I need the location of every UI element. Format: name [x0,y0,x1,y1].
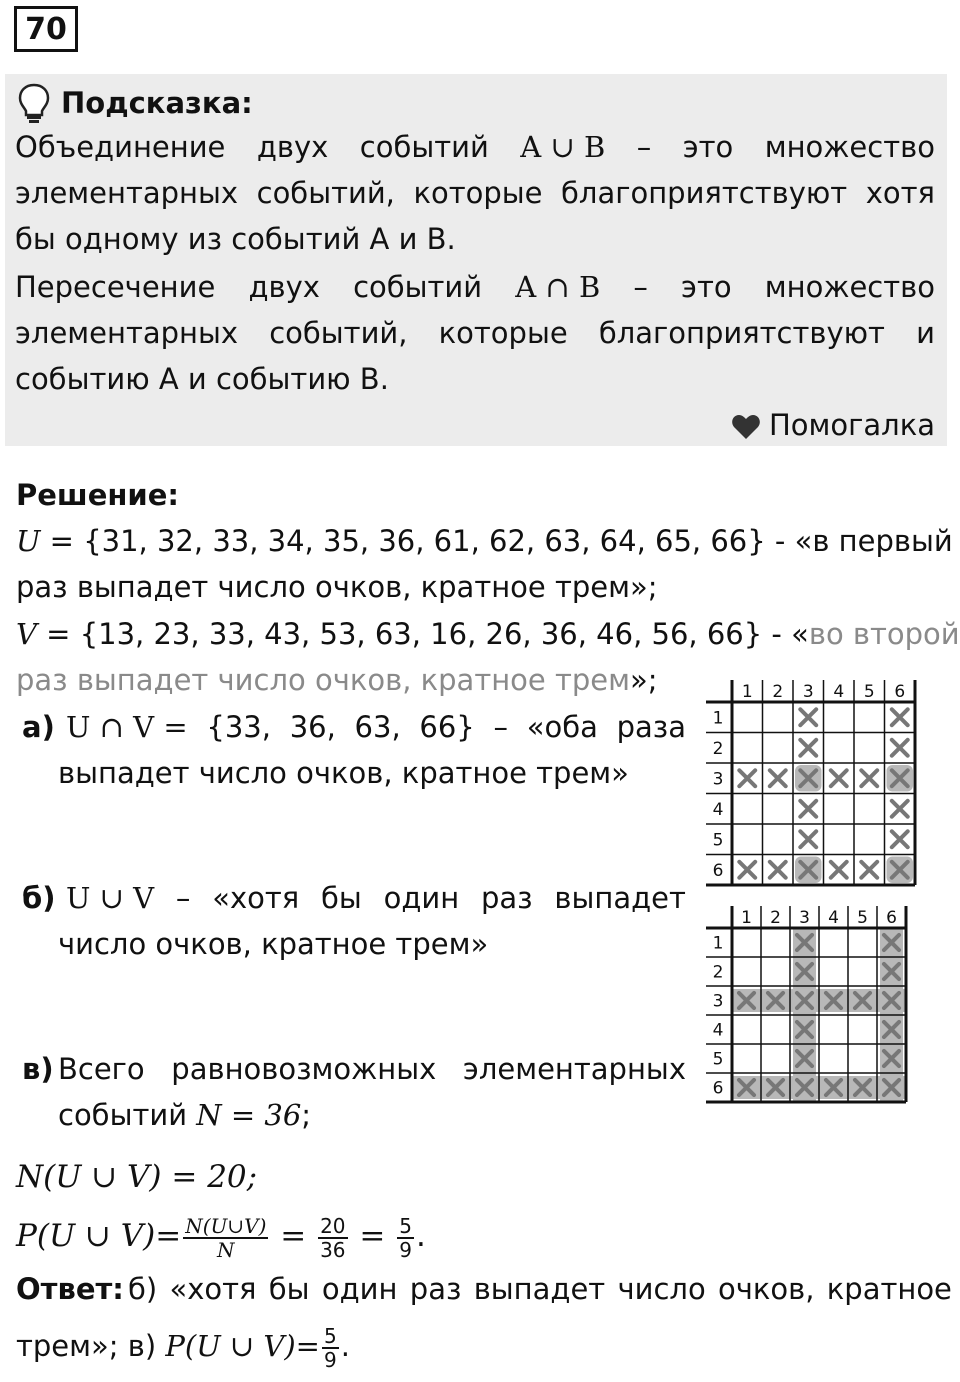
grid1-col-label: 1 [741,682,753,702]
grid1-row-label: 6 [712,860,724,881]
item-a-label: а) [22,710,55,744]
word: благоприятствуют [561,176,848,210]
item-c-label: в) [22,1052,54,1086]
word: раз [481,881,533,915]
grid1-cross-mark [739,862,755,878]
grid1-row-label: 1 [712,708,724,729]
word: равновозможных [171,1052,437,1086]
count-formula: N(U ∪ V) = 20; [16,1159,258,1195]
word: выпадет [554,881,686,915]
grid2-row-label: 6 [712,1078,724,1099]
answer-label: Ответ: [16,1272,124,1306]
grid1-cross-mark [739,770,755,786]
prob-den-3: 9 [399,1237,412,1262]
grid1-col-label: 6 [894,682,906,702]
grid1-cross-mark [892,801,908,817]
grid1-row-label: 5 [712,830,724,851]
word: это [682,130,734,164]
outcomes-grid-intersection [700,672,926,890]
word: один [383,881,460,915]
word: «оба [526,710,598,744]
word: A ∩ B [515,270,601,304]
word: б) [128,1272,158,1306]
hint-union-line2 [15,170,935,216]
answer-frac [322,1325,339,1371]
word: – [633,270,648,304]
prob-eq-1: = [270,1218,317,1254]
grid1-cross-mark [800,740,816,756]
grid1-row-label: 2 [712,738,724,759]
word: элементарных [462,1052,686,1086]
grid2-col-label: 1 [741,908,752,928]
word: бы [268,1272,310,1306]
grid2-row-label: 3 [712,991,724,1012]
grid1-cross-mark [800,709,816,725]
grid2-col-label: 6 [886,908,897,928]
grid2-row-label: 1 [712,933,724,954]
hint-union-line1 [15,124,935,170]
word: «хотя [212,881,300,915]
word: элементарных [15,316,239,350]
item-c-line2 [58,1092,311,1138]
item-c-end: ; [301,1098,312,1132]
word: один [321,1272,398,1306]
word: событий [353,270,483,304]
set-U-desc: раз выпадет число очков, кратное трем»; [16,570,658,604]
answer-line2 [16,1318,350,1374]
prob-frac-2 [318,1215,347,1261]
grid1-cross-mark [770,862,786,878]
answer-line1 [128,1266,952,1312]
grid1-cross-mark [831,770,847,786]
answer-den: 9 [323,1348,337,1372]
grid2-col-label: 2 [770,908,781,928]
prob-frac-1 [183,1215,268,1261]
var-U: U [16,524,41,558]
prob-eq-2: = [349,1218,396,1254]
word: раз [409,1272,462,1306]
set-V-desc-part2: раз выпадет число очков, кратное трем [16,663,630,697]
word: множество [764,130,935,164]
word: множество [764,270,935,304]
hint-box [5,74,947,446]
prob-num-1: N(U∪V) [185,1213,267,1238]
grid2-col-label: 3 [799,908,810,928]
word: выпадет [473,1272,606,1306]
set-V-desc-end: »; [630,663,658,697]
word: 36, [289,710,336,744]
word: очков, [718,1272,815,1306]
item-c-math: N = 36 [196,1098,302,1132]
heart-icon [731,414,761,440]
hint-union-line3: бы одному из событий A и B. [15,222,456,256]
word: это [681,270,732,304]
answer-math: P(U ∪ V)= [165,1329,320,1363]
set-U: = {31, 32, 33, 34, 35, 36, 61, 62, 63, 64, 65, 66} - «в первый [40,524,953,558]
item-b-label: б) [22,881,56,915]
item-c-text: событий [58,1098,197,1132]
word: событий [359,130,489,164]
word: A ∪ B [520,130,606,164]
hint-title: Подсказка: [61,86,253,120]
grid1-cross-mark [892,831,908,847]
prob-den-1: N [217,1237,235,1262]
word: U ∪ V [66,881,155,915]
prob-num-2: 20 [320,1213,346,1238]
prob-num-3: 5 [399,1213,412,1238]
brand-label: Помогалка [769,408,935,442]
prob-frac-3 [397,1215,414,1261]
item-b-line1 [66,875,686,921]
word: «хотя [169,1272,257,1306]
item-b-line2: число очков, кратное трем» [58,927,489,961]
set-V-line [16,611,960,657]
answer-text: трем»; в) [16,1329,166,1363]
set-V-desc-part1: во второй [808,617,960,651]
set-V: = {13, 23, 33, 43, 53, 63, 16, 26, 36, 46, 56, 66} - « [36,617,809,651]
grid1-cross-mark [861,770,877,786]
grid2-row-label: 2 [712,962,724,983]
grid1-col-label: 5 [863,682,875,702]
word: хотя [865,176,935,210]
word: благоприятствуют [598,316,885,350]
outcomes-grid-union [700,898,920,1104]
grid2-col-label: 4 [828,908,839,928]
word: раза [616,710,686,744]
word: двух [248,270,320,304]
word: Всего [58,1052,145,1086]
word: которые [438,316,568,350]
word: бы [321,881,362,915]
prob-den-2: 36 [320,1237,346,1262]
word: событий, [256,176,395,210]
var-V: V [16,617,37,651]
item-a-line1 [66,704,686,750]
grid2-col-label: 5 [857,908,868,928]
item-a-line2: выпадет число очков, кратное трем» [58,756,629,790]
grid1-col-label: 4 [833,682,845,702]
grid1-cross-mark [892,709,908,725]
grid2-row-label: 5 [712,1049,724,1070]
grid1-cross-mark [800,831,816,847]
grid1-cross-mark [892,740,908,756]
grid1-cross-mark [770,770,786,786]
word: число [617,1272,706,1306]
word: – [175,881,191,915]
hint-intersection-line3: событию A и событию B. [15,362,389,396]
word: – [493,710,508,744]
grid2-row-label: 4 [712,1020,724,1041]
answer-end: . [340,1329,350,1363]
word: 66} [419,710,475,744]
grid1-cross-mark [861,862,877,878]
word: элементарных [15,176,239,210]
solution-title: Решение: [16,478,180,512]
word: которые [413,176,543,210]
grid1-row-label: 4 [712,799,724,820]
word: Объединение [15,130,226,164]
word: событий, [269,316,408,350]
prob-end: . [415,1218,426,1254]
word: и [916,316,935,350]
grid1-col-label: 3 [802,682,814,702]
grid1-row-label: 3 [712,769,724,790]
item-c-line1 [58,1046,686,1092]
grid1-col-label: 2 [772,682,784,702]
word: Пересечение [15,270,216,304]
lightbulb-icon [17,82,51,124]
prob-lhs: P(U ∪ V)= [16,1218,182,1254]
set-V-desc [16,657,658,703]
word: кратное [826,1272,952,1306]
word: – [636,130,652,164]
probability-formula [16,1206,426,1266]
task-number: 70 [14,6,78,52]
word: 63, [354,710,401,744]
grid1-cross-mark [800,801,816,817]
grid1-cross-mark [831,862,847,878]
word: двух [256,130,329,164]
word: U ∩ V = [66,710,188,744]
answer-num: 5 [323,1324,337,1348]
word: {33, [206,710,271,744]
set-U-line [16,518,953,564]
hint-intersection-line2 [15,310,935,356]
hint-intersection-line1 [15,264,935,310]
